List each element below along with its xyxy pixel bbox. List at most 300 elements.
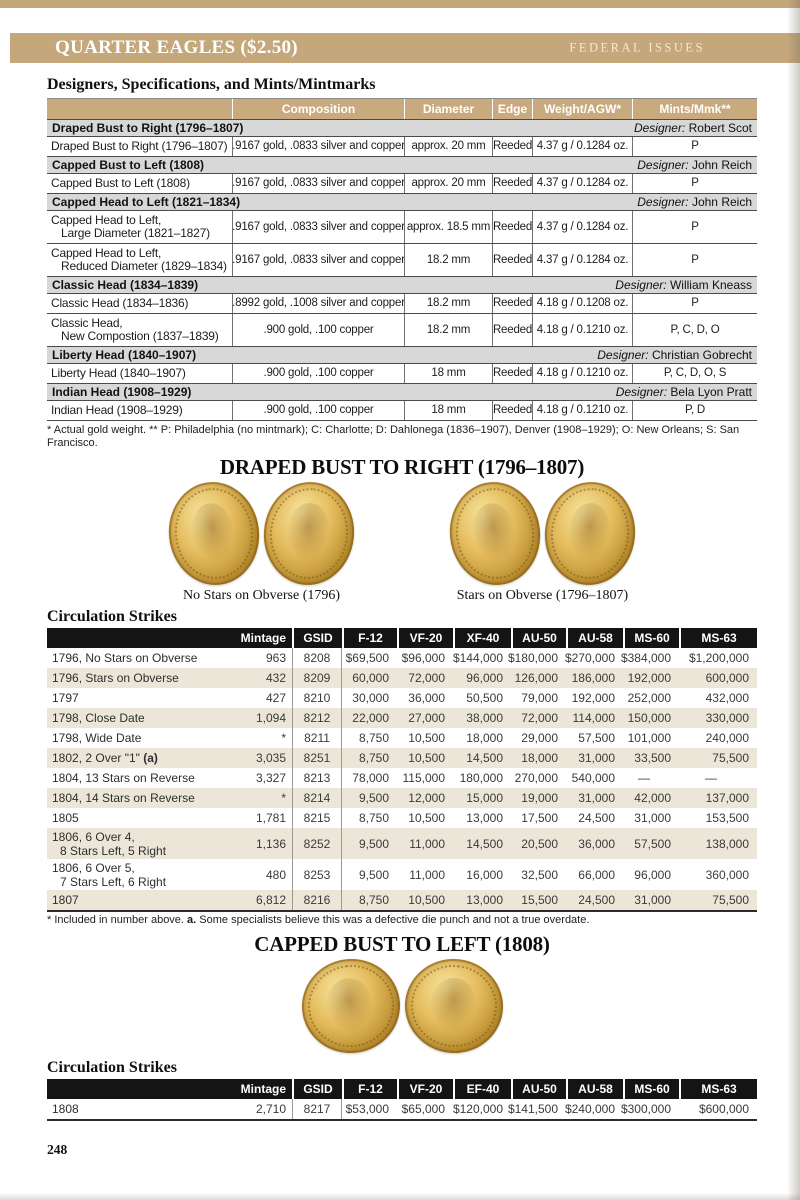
gsid-cell: 8213: [292, 768, 342, 788]
issue-cell: [47, 788, 232, 808]
col-header-gsid: GSID: [292, 628, 342, 648]
issue-line: 1805: [52, 811, 79, 825]
price-cell: 33,500: [634, 751, 671, 765]
col-header-vf-20: VF-20: [397, 628, 453, 648]
spec-data-row: [47, 363, 757, 383]
issue-line: 1806, 6 Over 4,: [52, 829, 135, 844]
spec-section-row: [47, 383, 757, 400]
spec-edge-cell: Reeded: [492, 294, 532, 313]
issue-line2: 7 Stars Left, 6 Right: [60, 874, 167, 889]
price-cell: 29,000: [521, 731, 558, 745]
price-cell: 78,000: [352, 771, 389, 785]
price-row: [47, 748, 757, 768]
spec-edge-cell: Reeded: [492, 211, 532, 243]
price-cell: 72,000: [408, 671, 445, 685]
mintage-cell: 432: [265, 671, 286, 685]
price-cell: 13,000: [466, 811, 503, 825]
gsid-cell: 8216: [292, 890, 342, 910]
gsid-cell: 8252: [292, 828, 342, 859]
price-cell: 252,000: [627, 691, 671, 705]
spec-table-head: [47, 99, 757, 119]
header-right-label: FEDERAL ISSUES: [569, 40, 705, 55]
spec-edge-cell: Reeded: [492, 137, 532, 156]
price-cell: 16,000: [466, 867, 503, 882]
spec-section-row: [47, 193, 757, 210]
mintage-cell: *: [281, 791, 286, 805]
price-row: [47, 859, 757, 890]
issue-cell: [47, 748, 232, 768]
issue-line: 1804, 13 Stars on Reverse: [52, 771, 195, 785]
spec-weight-cell: 4.37 g / 0.1284 oz.: [532, 137, 632, 156]
issue-cell: [47, 668, 232, 688]
price-cell: 540,000: [571, 771, 615, 785]
designer-name: Christian Gobrecht: [648, 348, 752, 362]
issue-cell: [47, 890, 232, 910]
spec-mints-cell: P, C, D, O, S: [632, 364, 757, 383]
coin-figure-no-stars: [169, 482, 354, 604]
spec-table-body: [47, 119, 757, 420]
col-header-mintage: Mintage: [47, 1079, 292, 1099]
price-cell: 192,000: [627, 671, 671, 685]
spec-weight-cell: 4.18 g / 0.1208 oz.: [532, 294, 632, 313]
price-cell: 79,000: [521, 691, 558, 705]
designer-word: Designer:: [637, 158, 689, 172]
spec-col-edge: Edge: [492, 99, 532, 119]
col-header-au-58: AU-58: [566, 1079, 623, 1099]
circulation-strikes-heading-2: Circulation Strikes: [47, 1059, 177, 1076]
issue-line: 1796, No Stars on Obverse: [52, 651, 198, 665]
issue-line: 1807: [52, 893, 79, 907]
price-row: [47, 788, 757, 808]
coin-caption-no-stars: No Stars on Obverse (1796): [182, 588, 341, 603]
issue-cell: [47, 768, 232, 788]
col-header-gsid: GSID: [292, 1079, 342, 1099]
price-cell: 9,500: [358, 836, 389, 851]
price-cell: $1,200,000: [688, 651, 749, 665]
spec-data-row: [47, 400, 757, 420]
price-cell: $300,000: [620, 1102, 671, 1116]
spec-mints-cell: P: [632, 211, 757, 243]
col-header-xf-40: XF-40: [453, 628, 511, 648]
mintage-cell: *: [281, 731, 286, 745]
circulation-strikes-heading: Circulation Strikes: [47, 608, 177, 625]
draped-table-footnote: [47, 914, 757, 926]
spec-col-mints: Mints/Mmk**: [632, 99, 757, 119]
designer-credit: [597, 348, 752, 362]
spec-weight-cell: 4.18 g / 0.1210 oz.: [532, 314, 632, 346]
draped-section-heading: DRAPED BUST TO RIGHT (1796–1807): [219, 455, 585, 479]
price-cell: —: [705, 771, 717, 785]
price-cell: 114,000: [572, 711, 615, 725]
gsid-cell: 8217: [292, 1099, 342, 1119]
gsid-cell: 8212: [292, 708, 342, 728]
price-row: [47, 728, 757, 748]
price-cell: —: [638, 771, 650, 785]
page-edge-shadow-right: [787, 0, 800, 1200]
price-cell: 42,000: [634, 791, 671, 805]
designer-name: Robert Scot: [685, 121, 752, 135]
gsid-cell: 8209: [292, 668, 342, 688]
price-cell: 36,000: [578, 836, 615, 851]
price-table-header: [47, 1079, 757, 1099]
page-title: QUARTER EAGLES ($2.50): [55, 37, 298, 58]
spec-heading: Designers, Specifications, and Mints/Mintmarks: [47, 76, 376, 93]
spec-composition-cell: .8992 gold, .1008 silver and copper: [232, 294, 404, 313]
price-cell: 10,500: [408, 893, 445, 907]
price-cell: 31,000: [634, 893, 671, 907]
gsid-cell: 8214: [292, 788, 342, 808]
spec-footnote: * Actual gold weight. ** P: Philadelphia (no mintmark); C: Charlotte; D: Dahlonega (1836–1907), Denver (1908–1929); O: New Orleans; S: San Francisco.: [47, 424, 740, 449]
price-cell: 10,500: [408, 811, 445, 825]
spec-mints-cell: P: [632, 244, 757, 276]
price-cell: 11,000: [409, 867, 445, 882]
spec-type-cell: [47, 294, 232, 313]
price-cell: $180,000: [507, 651, 558, 665]
spec-edge-cell: Reeded: [492, 174, 532, 193]
gsid-cell: 8210: [292, 688, 342, 708]
spec-composition-cell: .9167 gold, .0833 silver and copper: [232, 244, 404, 276]
spec-composition-cell: .9167 gold, .0833 silver and copper: [232, 211, 404, 243]
price-row: [47, 768, 757, 788]
spec-type-line2: Reduced Diameter (1829–1834): [61, 259, 227, 273]
price-cell: 15,000: [466, 791, 503, 805]
price-cell: 115,000: [402, 771, 445, 785]
spec-type-cell: [47, 364, 232, 383]
col-header-f-12: F-12: [342, 628, 397, 648]
designer-word: Designer:: [615, 278, 667, 292]
issue-line: 1808: [52, 1102, 79, 1116]
issue-line: 1798, Wide Date: [52, 731, 142, 745]
designer-credit: [634, 121, 752, 135]
spec-col-weight: Weight/AGW*: [532, 99, 632, 119]
designer-credit: [616, 385, 752, 399]
issue-cell: [47, 728, 232, 748]
issue-line: 1802, 2 Over "1" (a): [52, 751, 158, 765]
price-cell: 10,500: [408, 731, 445, 745]
spec-mints-cell: P, C, D, O: [632, 314, 757, 346]
spec-type-line: Liberty Head (1840–1907): [51, 366, 186, 380]
price-cell: 31,000: [578, 791, 615, 805]
price-cell: 8,750: [358, 751, 389, 765]
price-cell: 330,000: [705, 711, 749, 725]
price-row: [47, 668, 757, 688]
spec-data-row: [47, 173, 757, 193]
issue-cell: [47, 708, 232, 728]
price-cell: 24,500: [578, 811, 615, 825]
spec-edge-cell: Reeded: [492, 244, 532, 276]
spec-type-line: Classic Head,: [51, 316, 123, 330]
spec-type-cell: [47, 401, 232, 420]
price-cell: 96,000: [634, 867, 671, 882]
designer-name: John Reich: [688, 195, 752, 209]
price-cell: 18,000: [466, 731, 503, 745]
page-header-bar: [10, 33, 800, 63]
price-cell: 126,000: [514, 671, 558, 685]
designer-name: Bela Lyon Pratt: [667, 385, 752, 399]
price-cell: $120,000: [452, 1102, 503, 1116]
price-row: [47, 828, 757, 859]
spec-weight-cell: 4.37 g / 0.1284 oz.: [532, 211, 632, 243]
mintage-cell: 3,035: [255, 751, 286, 765]
price-cell: 75,500: [712, 893, 749, 907]
price-cell: 138,000: [705, 836, 749, 851]
price-cell: 57,500: [578, 731, 615, 745]
coin-caption-stars: Stars on Obverse (1796–1807): [456, 588, 629, 603]
price-cell: 14,500: [466, 751, 503, 765]
mintage-cell: 1,094: [255, 711, 286, 725]
price-cell: 96,000: [466, 671, 503, 685]
capped-coin-row: [47, 959, 757, 1053]
price-cell: 101,000: [627, 731, 671, 745]
price-cell: 9,500: [358, 867, 389, 882]
spec-col-empty: [47, 99, 232, 119]
spec-type-line: Capped Head to Left,: [51, 213, 162, 227]
price-row: [47, 808, 757, 828]
col-header-ms-60: MS-60: [623, 628, 679, 648]
spec-type-line: Draped Bust to Right (1796–1807): [51, 139, 228, 153]
price-cell: 50,500: [466, 691, 503, 705]
col-header-ms-63: MS-63: [679, 1079, 757, 1099]
price-cell: 75,500: [712, 751, 749, 765]
price-cell: 31,000: [578, 751, 615, 765]
price-cell: 18,000: [521, 751, 558, 765]
spec-section-row: [47, 276, 757, 293]
spec-type-cell: [47, 244, 232, 276]
spec-diameter-cell: 18.2 mm: [404, 314, 492, 346]
col-header-ms-63: MS-63: [679, 628, 757, 648]
price-cell: 20,500: [521, 836, 558, 851]
spec-composition-cell: .9167 gold, .0833 silver and copper: [232, 174, 404, 193]
issue-cell: [47, 648, 232, 668]
spec-edge-cell: Reeded: [492, 314, 532, 346]
spec-composition-cell: .900 gold, .100 copper: [232, 364, 404, 383]
price-row: [47, 708, 757, 728]
spec-table: [47, 98, 757, 421]
spec-type-line: Indian Head (1908–1929): [51, 403, 183, 417]
mintage-cell: 2,710: [255, 1102, 286, 1116]
spec-col-diameter: Diameter: [404, 99, 492, 119]
price-cell: $600,000: [698, 1102, 749, 1116]
price-cell: 360,000: [705, 867, 749, 882]
spec-data-row: [47, 243, 757, 276]
price-cell: 60,000: [352, 671, 389, 685]
spec-edge-cell: Reeded: [492, 364, 532, 383]
spec-type-line: Capped Head to Left,: [51, 246, 162, 260]
design-type-label: Liberty Head (1840–1907): [52, 348, 197, 362]
spec-diameter-cell: approx. 18.5 mm: [404, 211, 492, 243]
price-cell: 11,000: [409, 836, 445, 851]
spec-composition-cell: .900 gold, .100 copper: [232, 314, 404, 346]
designer-word: Designer:: [637, 195, 689, 209]
design-type-label: Capped Bust to Left (1808): [52, 158, 205, 172]
page-edge-shadow-bottom: [0, 1193, 800, 1200]
coin-pair: [450, 482, 635, 585]
col-header-ef-40: EF-40: [453, 1079, 511, 1099]
price-row: [47, 1099, 757, 1119]
price-cell: $96,000: [401, 651, 445, 665]
spec-type-cell: [47, 211, 232, 243]
col-header-vf-20: VF-20: [397, 1079, 453, 1099]
issue-line: 1797: [52, 691, 79, 705]
gsid-cell: 8215: [292, 808, 342, 828]
coin-pair: [302, 959, 503, 1053]
design-type-label: Indian Head (1908–1929): [52, 385, 192, 399]
price-cell: $65,000: [401, 1102, 445, 1116]
price-cell: 17,500: [521, 811, 558, 825]
price-cell: $384,000: [620, 651, 671, 665]
col-header-au-50: AU-50: [511, 628, 566, 648]
coin-reverse-1808: [400, 954, 507, 1058]
designer-word: Designer:: [597, 348, 649, 362]
price-cell: 27,000: [408, 711, 445, 725]
spec-diameter-cell: approx. 20 mm: [404, 137, 492, 156]
design-type-label: Capped Head to Left (1821–1834): [52, 195, 241, 209]
mintage-cell: 963: [265, 651, 286, 665]
gsid-cell: 8208: [292, 648, 342, 668]
price-cell: $69,500: [345, 651, 389, 665]
col-header-au-58: AU-58: [566, 628, 623, 648]
price-cell: 600,000: [705, 671, 749, 685]
price-cell: 186,000: [571, 671, 615, 685]
price-cell: 270,000: [514, 771, 558, 785]
coin-figure-stars: [450, 482, 635, 604]
coin-pair: [169, 482, 354, 585]
spec-type-line2: New Compostion (1837–1839): [61, 329, 219, 343]
price-cell: 24,500: [578, 893, 615, 907]
price-cell: 12,000: [408, 791, 445, 805]
mintage-cell: 1,136: [255, 836, 286, 851]
price-cell: 432,000: [705, 691, 749, 705]
spec-diameter-cell: 18 mm: [404, 364, 492, 383]
spec-section-row: [47, 346, 757, 363]
price-cell: 66,000: [578, 867, 615, 882]
capped-section-heading: CAPPED BUST TO LEFT (1808): [254, 932, 550, 956]
design-type-label: Draped Bust to Right (1796–1807): [52, 121, 244, 135]
designer-name: William Kneass: [666, 278, 752, 292]
spec-data-row: [47, 210, 757, 243]
price-cell: 22,000: [352, 711, 389, 725]
spec-mints-cell: P: [632, 294, 757, 313]
spec-composition-cell: .9167 gold, .0833 silver and copper: [232, 137, 404, 156]
spec-type-line2: Large Diameter (1821–1827): [61, 226, 210, 240]
spec-edge-cell: Reeded: [492, 401, 532, 420]
spec-col-composition: Composition: [232, 99, 404, 119]
coin-obverse-stars: [444, 477, 546, 590]
design-type-label: Classic Head (1834–1839): [52, 278, 199, 292]
spec-mints-cell: P, D: [632, 401, 757, 420]
price-cell: 8,750: [358, 731, 389, 745]
price-cell: 72,000: [521, 711, 558, 725]
price-cell: 8,750: [358, 811, 389, 825]
coin-obverse-no-stars: [163, 477, 265, 590]
footnote-pre: * Included in number above.: [47, 914, 188, 926]
price-cell: 36,000: [408, 691, 445, 705]
price-cell: 32,500: [521, 867, 558, 882]
price-cell: 180,000: [459, 771, 503, 785]
gsid-cell: 8251: [292, 748, 342, 768]
designer-credit: [637, 158, 752, 172]
issue-cell: [47, 828, 232, 859]
mintage-cell: 480: [265, 867, 286, 882]
issue-line: 1796, Stars on Obverse: [52, 671, 179, 685]
designer-word: Designer:: [615, 385, 668, 399]
capped-price-table: [47, 1079, 757, 1121]
issue-line: 1806, 6 Over 5,: [52, 860, 135, 875]
gsid-cell: 8253: [292, 859, 342, 890]
price-cell: 192,000: [571, 691, 615, 705]
spec-type-cell: [47, 174, 232, 193]
price-row: [47, 890, 757, 910]
spec-type-line: Classic Head (1834–1836): [51, 296, 189, 310]
price-cell: 19,000: [521, 791, 558, 805]
price-cell: 240,000: [705, 731, 749, 745]
col-header-f-12: F-12: [342, 1079, 397, 1099]
mintage-cell: 6,812: [255, 893, 286, 907]
issue-cell: [47, 688, 232, 708]
spec-weight-cell: 4.37 g / 0.1284 oz.: [532, 244, 632, 276]
spec-diameter-cell: 18 mm: [404, 401, 492, 420]
issue-line2: 8 Stars Left, 5 Right: [60, 843, 167, 858]
mintage-cell: 1,781: [255, 811, 286, 825]
price-cell: 150,000: [627, 711, 671, 725]
price-cell: 30,000: [352, 691, 389, 705]
price-cell: 57,500: [634, 836, 671, 851]
price-cell: $270,000: [564, 651, 615, 665]
spec-weight-cell: 4.18 g / 0.1210 oz.: [532, 401, 632, 420]
spec-mints-cell: P: [632, 137, 757, 156]
price-cell: 10,500: [408, 751, 445, 765]
designer-name: John Reich: [688, 158, 752, 172]
spec-diameter-cell: approx. 20 mm: [404, 174, 492, 193]
price-cell: 137,000: [705, 791, 749, 805]
top-edge-strip: [0, 0, 800, 8]
price-table-header: [47, 628, 757, 648]
issue-line: 1804, 14 Stars on Reverse: [52, 791, 195, 805]
page-content: [47, 76, 757, 1121]
price-row: [47, 688, 757, 708]
designer-credit: [615, 278, 752, 292]
mintage-cell: 427: [265, 691, 286, 705]
mintage-cell: 3,327: [255, 771, 286, 785]
price-cell: 9,500: [358, 791, 389, 805]
price-cell: 38,000: [466, 711, 503, 725]
price-cell: 8,750: [358, 893, 389, 907]
col-header-ms-60: MS-60: [623, 1079, 679, 1099]
issue-cell: [47, 1099, 232, 1119]
coin-obverse-1808: [296, 953, 405, 1058]
price-cell: $144,000: [452, 651, 503, 665]
col-header-mintage: Mintage: [47, 628, 292, 648]
col-header-au-50: AU-50: [511, 1079, 566, 1099]
footnote-post: Some specialists believe this was a defective die punch and not a true overdate.: [196, 914, 590, 926]
gsid-cell: 8211: [292, 728, 342, 748]
draped-price-table: [47, 628, 757, 912]
spec-type-cell: [47, 314, 232, 346]
price-cell: $141,500: [507, 1102, 558, 1116]
price-cell: 13,000: [466, 893, 503, 907]
spec-section-row: [47, 156, 757, 173]
spec-weight-cell: 4.18 g / 0.1210 oz.: [532, 364, 632, 383]
spec-diameter-cell: 18.2 mm: [404, 244, 492, 276]
draped-coin-row: [47, 482, 757, 604]
spec-mints-cell: P: [632, 174, 757, 193]
price-cell: $53,000: [345, 1102, 389, 1116]
price-row: [47, 648, 757, 668]
price-cell: 14,500: [466, 836, 503, 851]
page-number: 248: [47, 1142, 68, 1157]
spec-composition-cell: .900 gold, .100 copper: [232, 401, 404, 420]
footnote-a-label: a.: [187, 914, 197, 926]
